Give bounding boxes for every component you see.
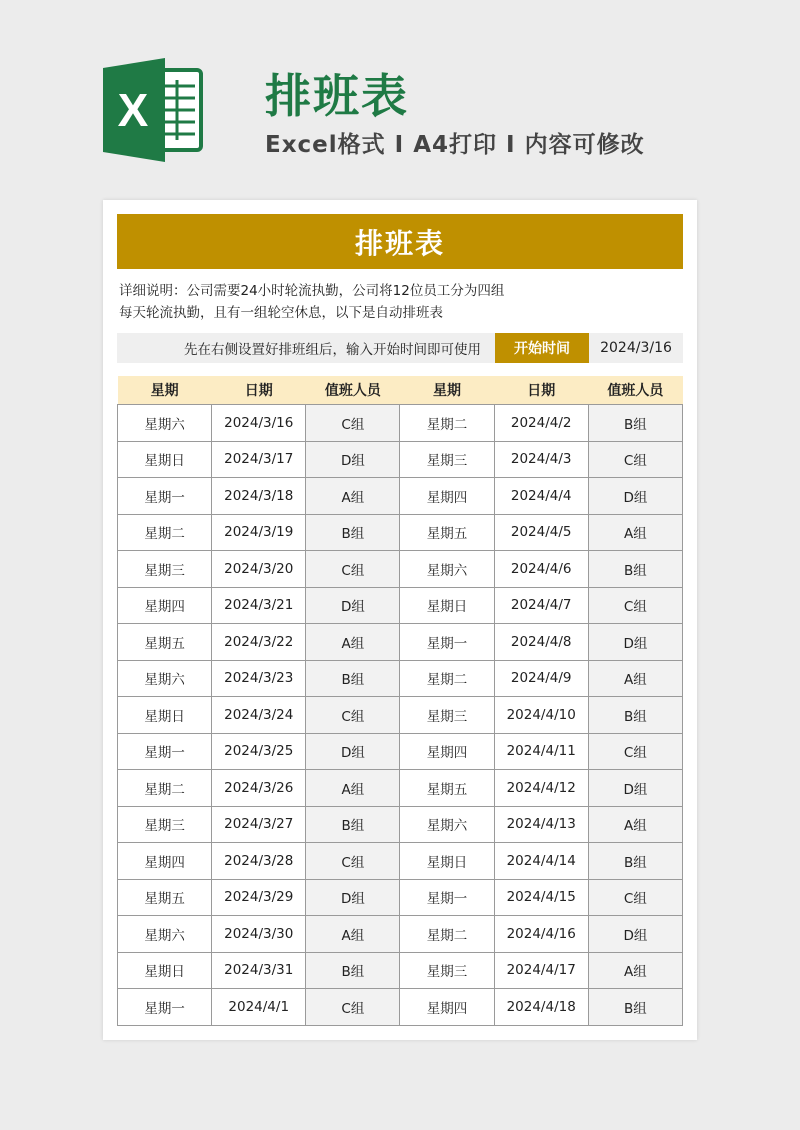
table-cell[interactable]: 星期二 (400, 916, 494, 953)
start-date-cell[interactable]: 2024/3/16 (600, 340, 672, 356)
col-weekday-right: 星期 (400, 376, 494, 405)
table-cell[interactable]: 星期一 (400, 624, 494, 661)
description-line-2: 每天轮流执勤，且有一组轮空休息，以下是自动排班表 (119, 305, 443, 321)
table-cell[interactable]: 2024/4/11 (494, 733, 588, 770)
col-weekday-left: 星期 (118, 376, 212, 405)
table-cell[interactable]: 星期日 (118, 697, 212, 734)
table-cell[interactable]: 星期日 (118, 441, 212, 478)
table-cell[interactable]: 2024/3/16 (212, 405, 306, 442)
start-time-row (117, 333, 683, 363)
table-header-row (118, 376, 683, 405)
table-cell[interactable]: 2024/3/25 (212, 733, 306, 770)
col-staff-left: 值班人员 (306, 376, 400, 405)
table-cell[interactable]: 星期三 (400, 952, 494, 989)
table-row (118, 770, 683, 807)
table-cell[interactable]: 2024/4/10 (494, 697, 588, 734)
table-cell[interactable]: 2024/3/30 (212, 916, 306, 953)
table-cell-group[interactable]: A组 (588, 952, 682, 989)
table-cell[interactable]: 2024/4/2 (494, 405, 588, 442)
table-cell[interactable]: 星期四 (118, 843, 212, 880)
table-cell[interactable]: 星期三 (118, 806, 212, 843)
table-cell[interactable]: 2024/4/15 (494, 879, 588, 916)
table-cell[interactable]: 星期日 (400, 587, 494, 624)
table-cell[interactable]: 星期三 (400, 697, 494, 734)
table-cell[interactable]: 星期四 (400, 989, 494, 1026)
table-cell[interactable]: 2024/4/17 (494, 952, 588, 989)
description (119, 280, 679, 324)
table-cell[interactable]: 2024/4/5 (494, 514, 588, 551)
table-cell-group[interactable]: B组 (306, 806, 400, 843)
schedule-table (117, 376, 683, 1026)
table-row (118, 733, 683, 770)
table-row (118, 916, 683, 953)
table-cell-group[interactable]: A组 (306, 478, 400, 515)
table-row (118, 624, 683, 661)
table-cell[interactable]: 2024/3/27 (212, 806, 306, 843)
table-cell-group[interactable]: C组 (306, 405, 400, 442)
table-cell-group[interactable]: D组 (588, 478, 682, 515)
page-subtitle: Excel格式 I A4打印 I 内容可修改 (265, 132, 645, 158)
table-cell-group[interactable]: B组 (588, 843, 682, 880)
table-cell[interactable]: 星期六 (118, 405, 212, 442)
table-cell-group[interactable]: D组 (588, 624, 682, 661)
table-cell[interactable]: 星期二 (400, 660, 494, 697)
table-row (118, 587, 683, 624)
table-cell[interactable]: 星期二 (400, 405, 494, 442)
table-cell[interactable]: 星期六 (400, 551, 494, 588)
table-cell[interactable]: 2024/3/28 (212, 843, 306, 880)
table-row (118, 879, 683, 916)
table-cell-group[interactable]: B组 (588, 551, 682, 588)
start-time-label: 开始时间 (495, 333, 589, 363)
table-cell[interactable]: 2024/4/16 (494, 916, 588, 953)
table-cell[interactable]: 2024/3/19 (212, 514, 306, 551)
table-row (118, 441, 683, 478)
table-cell[interactable]: 星期五 (400, 770, 494, 807)
table-cell[interactable]: 星期五 (118, 879, 212, 916)
table-row (118, 806, 683, 843)
col-date-left: 日期 (212, 376, 306, 405)
table-row (118, 697, 683, 734)
table-cell-group[interactable]: B组 (306, 952, 400, 989)
table-cell[interactable]: 星期五 (118, 624, 212, 661)
table-cell-group[interactable]: D组 (306, 441, 400, 478)
table-cell-group[interactable]: C组 (588, 879, 682, 916)
table-cell[interactable]: 2024/3/24 (212, 697, 306, 734)
table-cell-group[interactable]: B组 (588, 697, 682, 734)
table-cell-group[interactable]: B组 (588, 989, 682, 1026)
table-cell[interactable]: 星期四 (400, 478, 494, 515)
col-staff-right: 值班人员 (588, 376, 682, 405)
table-cell-group[interactable]: A组 (306, 624, 400, 661)
table-cell[interactable]: 星期六 (118, 916, 212, 953)
table-cell[interactable]: 星期三 (400, 441, 494, 478)
table-cell-group[interactable]: D组 (588, 916, 682, 953)
table-cell[interactable]: 2024/4/3 (494, 441, 588, 478)
table-cell[interactable]: 2024/3/29 (212, 879, 306, 916)
sheet-banner: 排班表 (117, 214, 683, 269)
table-cell-group[interactable]: C组 (306, 697, 400, 734)
table-cell[interactable]: 星期日 (118, 952, 212, 989)
table-cell[interactable]: 2024/4/8 (494, 624, 588, 661)
table-cell-group[interactable]: C组 (306, 551, 400, 588)
table-cell[interactable]: 星期一 (400, 879, 494, 916)
table-cell[interactable]: 2024/4/13 (494, 806, 588, 843)
table-cell[interactable]: 2024/3/20 (212, 551, 306, 588)
table-cell[interactable]: 2024/3/18 (212, 478, 306, 515)
table-cell[interactable]: 星期五 (400, 514, 494, 551)
table-cell-group[interactable]: D组 (306, 587, 400, 624)
table-row (118, 478, 683, 515)
table-cell-group[interactable]: C组 (588, 441, 682, 478)
table-cell-group[interactable]: C组 (588, 733, 682, 770)
start-hint: 先在右侧设置好排班组后，输入开始时间即可使用 (184, 342, 481, 358)
page-title: 排班表 (265, 69, 409, 123)
table-cell-group[interactable]: A组 (588, 660, 682, 697)
table-cell[interactable]: 星期一 (118, 989, 212, 1026)
table-row (118, 405, 683, 442)
table-cell[interactable]: 2024/4/9 (494, 660, 588, 697)
table-cell-group[interactable]: B组 (306, 514, 400, 551)
table-cell[interactable]: 星期六 (400, 806, 494, 843)
table-cell-group[interactable]: C组 (306, 843, 400, 880)
table-cell[interactable]: 2024/4/18 (494, 989, 588, 1026)
table-cell[interactable]: 2024/4/14 (494, 843, 588, 880)
table-cell-group[interactable]: B组 (588, 405, 682, 442)
table-cell[interactable]: 星期四 (400, 733, 494, 770)
table-cell-group[interactable]: A组 (306, 770, 400, 807)
table-cell[interactable]: 2024/4/12 (494, 770, 588, 807)
table-body (118, 405, 683, 1026)
table-cell-group[interactable]: A组 (588, 806, 682, 843)
table-cell[interactable]: 星期日 (400, 843, 494, 880)
table-row (118, 952, 683, 989)
table-cell[interactable]: 2024/3/22 (212, 624, 306, 661)
table-cell-group[interactable]: A组 (588, 514, 682, 551)
excel-logo-icon (103, 58, 205, 162)
table-cell-group[interactable]: D组 (306, 733, 400, 770)
table-cell[interactable]: 星期二 (118, 770, 212, 807)
table-cell[interactable]: 星期三 (118, 551, 212, 588)
schedule-sheet (103, 200, 697, 1040)
table-cell[interactable]: 2024/4/1 (212, 989, 306, 1026)
table-cell[interactable]: 星期六 (118, 660, 212, 697)
table-cell-group[interactable]: C组 (306, 989, 400, 1026)
table-row (118, 989, 683, 1026)
table-cell-group[interactable]: C组 (588, 587, 682, 624)
table-cell[interactable]: 星期四 (118, 587, 212, 624)
table-cell[interactable]: 2024/3/17 (212, 441, 306, 478)
table-cell-group[interactable]: B组 (306, 660, 400, 697)
table-cell[interactable]: 2024/4/6 (494, 551, 588, 588)
table-cell[interactable]: 星期一 (118, 478, 212, 515)
table-row (118, 843, 683, 880)
table-row (118, 660, 683, 697)
table-cell[interactable]: 2024/4/7 (494, 587, 588, 624)
table-cell[interactable]: 星期一 (118, 733, 212, 770)
svg-text:X: X (117, 84, 149, 136)
table-cell-group[interactable]: D组 (306, 879, 400, 916)
col-date-right: 日期 (494, 376, 588, 405)
table-cell[interactable]: 2024/4/4 (494, 478, 588, 515)
table-cell[interactable]: 2024/3/31 (212, 952, 306, 989)
table-row (118, 514, 683, 551)
table-cell[interactable]: 星期二 (118, 514, 212, 551)
table-cell[interactable]: 2024/3/26 (212, 770, 306, 807)
table-cell-group[interactable]: D组 (588, 770, 682, 807)
table-cell-group[interactable]: A组 (306, 916, 400, 953)
table-cell[interactable]: 2024/3/21 (212, 587, 306, 624)
table-cell[interactable]: 2024/3/23 (212, 660, 306, 697)
description-line-1: 详细说明：公司需要24小时轮流执勤，公司将12位员工分为四组 (119, 283, 505, 299)
table-row (118, 551, 683, 588)
